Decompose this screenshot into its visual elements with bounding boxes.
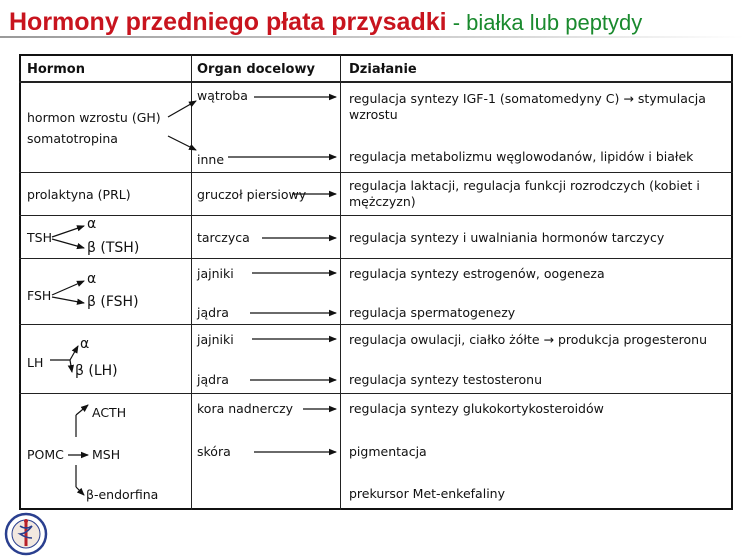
arrow-pomc-endorphin	[76, 487, 84, 495]
pomc-organ-adrenal: kora nadnerczy	[197, 401, 294, 416]
gh-action-igf1: regulacja syntezy IGF-1 (somatomedyny C) → stymulacja wzrostu	[349, 91, 706, 122]
title-main: Hormony przedniego płata przysadki	[9, 8, 447, 36]
arrow-gh-to-liver	[168, 101, 196, 117]
gh-hormone-alias: somatotropina	[27, 131, 118, 146]
pomc-action-glucocorticoids: regulacja syntezy glukokortykosteroidów	[349, 401, 604, 416]
header-organ: Organ docelowy	[197, 62, 315, 77]
prl-organ: gruczoł piersiowy	[197, 187, 307, 202]
pomc-organ-skin: skóra	[197, 444, 231, 459]
header-hormone: Hormon	[27, 62, 85, 77]
fsh-alpha-subunit: α	[87, 271, 97, 287]
fsh-organ-testes: jądra	[197, 305, 229, 320]
lh-beta-subunit: β (LH)	[75, 363, 118, 379]
arrow-gh-to-other	[168, 136, 196, 150]
tsh-beta-subunit: β (TSH)	[87, 240, 140, 256]
prl-action: regulacja laktacji, regulacja funkcji rozrodczych (kobiet i mężczyzn)	[349, 178, 700, 209]
gh-hormone-name: hormon wzrostu (GH)	[27, 110, 161, 125]
arrow-fsh-alpha	[52, 281, 84, 295]
prl-hormone-name: prolaktyna (PRL)	[27, 187, 131, 202]
tsh-alpha-subunit: α	[87, 216, 97, 232]
tsh-organ: tarczyca	[197, 230, 250, 245]
fsh-hormone-name: FSH	[27, 288, 52, 303]
lh-action-ovulation: regulacja owulacji, ciałko żółte → produkcja progesteronu	[349, 332, 708, 347]
tsh-hormone-name: TSH	[27, 230, 52, 245]
gh-action-metabolism: regulacja metabolizmu węglowodanów, lipidów i białek	[349, 149, 694, 164]
university-seal-icon	[4, 508, 48, 556]
arrow-lh-alpha	[70, 346, 78, 360]
pomc-hormone-name: POMC	[27, 447, 64, 462]
arrow-tsh-beta	[52, 239, 84, 248]
pomc-product-msh: MSH	[92, 447, 121, 462]
lh-organ-ovaries: jajniki	[197, 332, 234, 347]
gh-organ-liver: wątroba	[197, 88, 248, 103]
pomc-action-pigmentation: pigmentacja	[349, 444, 427, 459]
title-separator: -	[446, 10, 467, 35]
gh-organ-other: inne	[197, 152, 225, 167]
title-subtitle: białka lub peptydy	[466, 10, 643, 35]
lh-hormone-name: LH	[27, 355, 44, 370]
lh-alpha-subunit: α	[80, 336, 90, 352]
fsh-beta-subunit: β (FSH)	[87, 294, 139, 310]
lh-organ-testes: jądra	[197, 372, 229, 387]
pomc-product-acth: ACTH	[92, 405, 127, 420]
tsh-action: regulacja syntezy i uwalniania hormonów tarczycy	[349, 230, 665, 245]
header-action: Działanie	[349, 62, 417, 77]
fsh-action-spermatogenesis: regulacja spermatogenezy	[349, 305, 516, 320]
pomc-action-met-enkephalin: prekursor Met-enkefaliny	[349, 486, 505, 501]
arrow-tsh-alpha	[52, 226, 84, 237]
lh-action-testosterone: regulacja syntezy testosteronu	[349, 372, 542, 387]
pomc-product-endorphin: β-endorfina	[86, 487, 159, 502]
fsh-organ-ovaries: jajniki	[197, 266, 234, 281]
arrow-fsh-beta	[52, 297, 84, 303]
fsh-action-estrogen: regulacja syntezy estrogenów, oogeneza	[349, 266, 605, 281]
arrow-pomc-acth	[76, 405, 88, 415]
arrow-lh-beta	[70, 360, 72, 372]
